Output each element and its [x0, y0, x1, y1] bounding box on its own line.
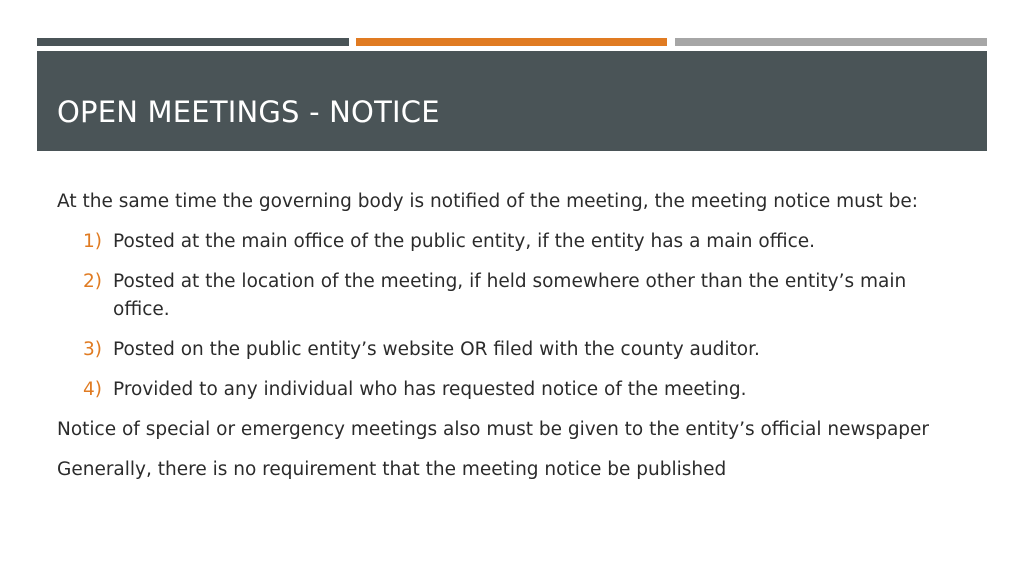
accent-bar-orange [356, 38, 667, 46]
publication-note: Generally, there is no requirement that the meeting notice be published [57, 459, 727, 480]
list-item-text: Posted at the location of the meeting, if held somewhere other than the entity’s main office. [113, 271, 907, 320]
title-band [37, 51, 987, 151]
list-number: 4) [83, 379, 102, 400]
list-item-text: Posted on the public entity’s website OR filed with the county auditor. [113, 339, 760, 360]
list-item-1 [57, 228, 957, 256]
accent-bar-dark [37, 38, 349, 46]
list-number: 2) [83, 271, 102, 292]
slide-content [57, 188, 957, 496]
special-meetings-note: Notice of special or emergency meetings also must be given to the entity’s official newspaper [57, 419, 930, 440]
list-number: 3) [83, 339, 102, 360]
slide-title: OPEN MEETINGS - NOTICE [57, 95, 440, 129]
list-item-text: Provided to any individual who has requested notice of the meeting. [113, 379, 747, 400]
list-item-3 [57, 336, 957, 364]
intro-text: At the same time the governing body is notified of the meeting, the meeting notice must be: [57, 191, 919, 212]
list-number: 1) [83, 231, 102, 252]
accent-bar-gray [675, 38, 987, 46]
list-item-text: Posted at the main office of the public entity, if the entity has a main office. [113, 231, 816, 252]
notice-list [57, 228, 957, 404]
list-item-4 [57, 376, 957, 404]
list-item-2 [57, 268, 919, 324]
